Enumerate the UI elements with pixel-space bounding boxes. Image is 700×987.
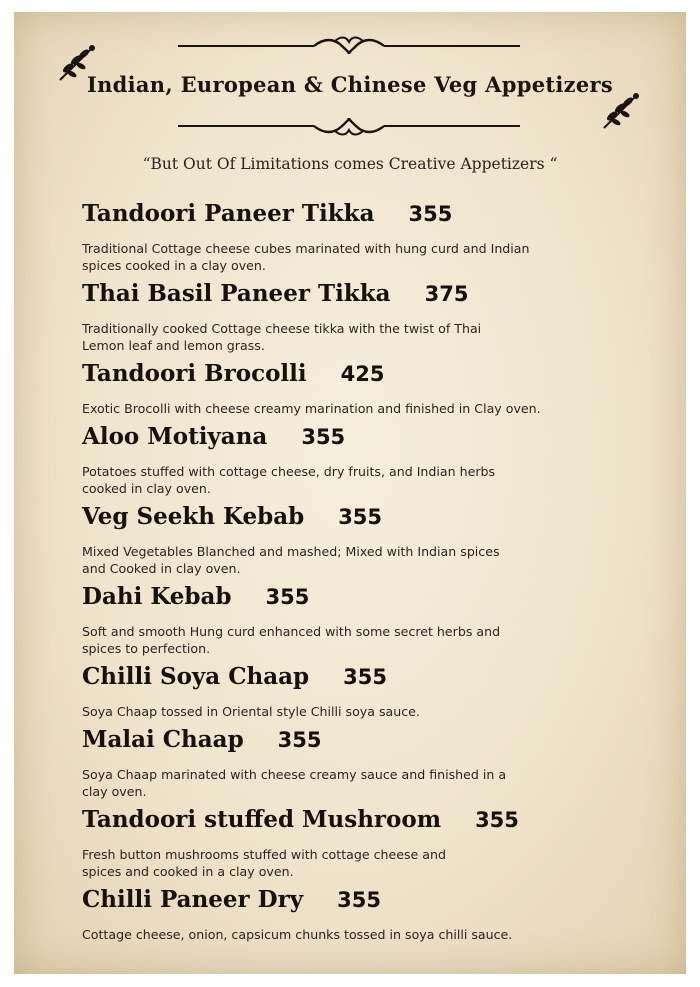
menu-item: [82, 423, 662, 497]
item-price: 355: [343, 665, 387, 689]
item-name: Tandoori Brocolli: [82, 360, 307, 387]
item-price: 355: [277, 728, 322, 752]
menu-title: Indian, European & Chinese Veg Appetizers: [86, 72, 614, 97]
item-name: Chilli Soya Chaap: [82, 663, 310, 690]
item-description: Soya Chaap tossed in Oriental style Chilli soya sauce.: [82, 704, 420, 719]
item-description: Exotic Brocolli with cheese creamy marination and finished in Clay oven.: [82, 401, 541, 416]
menu-item: [82, 583, 662, 657]
item-price: 355: [337, 888, 381, 912]
menu-item: [82, 280, 662, 354]
item-description: Mixed Vegetables Blanched and mashed; Mixed with Indian spices and Cooked in clay oven.: [82, 544, 500, 576]
item-name: Chilli Paneer Dry: [82, 886, 304, 913]
item-name: Veg Seekh Kebab: [82, 503, 305, 530]
floral-ornament-icon: [598, 86, 646, 134]
item-description: Potatoes stuffed with cottage cheese, dry fruits, and Indian herbs cooked in clay oven.: [82, 464, 496, 496]
item-description: Soft and smooth Hung curd enhanced with some secret herbs and spices to perfection.: [82, 624, 501, 656]
item-price: 375: [424, 282, 469, 306]
menu-item: [82, 886, 662, 943]
menu-tagline: “But Out Of Limitations comes Creative Appetizers “: [142, 155, 558, 173]
item-description: Traditionally cooked Cottage cheese tikka with the twist of Thai Lemon leaf and lemon grass.: [82, 321, 482, 353]
item-description: Cottage cheese, onion, capsicum chunks tossed in soya chilli sauce.: [82, 927, 513, 942]
item-price: 355: [408, 202, 453, 226]
item-name: Thai Basil Paneer Tikka: [82, 280, 391, 307]
menu-page: [14, 12, 686, 974]
item-price: 355: [265, 585, 310, 609]
item-name: Tandoori Paneer Tikka: [82, 200, 375, 227]
menu-item: [82, 360, 662, 417]
menu-item: [82, 200, 662, 274]
item-name: Tandoori stuffed Mushroom: [82, 806, 442, 833]
item-price: 425: [340, 362, 385, 386]
item-name: Malai Chaap: [82, 726, 244, 753]
item-description: Soya Chaap marinated with cheese creamy sauce and finished in a clay oven.: [82, 767, 507, 799]
item-description: Traditional Cottage cheese cubes marinated with hung curd and Indian spices cooked in a clay oven.: [82, 241, 530, 273]
item-price: 355: [301, 425, 346, 449]
menu-item-list: [82, 200, 662, 949]
bottom-flourish-divider-icon: [174, 114, 524, 138]
menu-item: [82, 663, 662, 720]
top-flourish-divider-icon: [174, 34, 524, 58]
item-name: Dahi Kebab: [82, 583, 232, 610]
menu-item: [82, 806, 662, 880]
item-name: Aloo Motiyana: [82, 423, 268, 450]
item-description: Fresh button mushrooms stuffed with cottage cheese and spices and cooked in a clay oven.: [82, 847, 447, 879]
item-price: 355: [475, 808, 519, 832]
item-price: 355: [338, 505, 383, 529]
menu-item: [82, 503, 662, 577]
menu-item: [82, 726, 662, 800]
